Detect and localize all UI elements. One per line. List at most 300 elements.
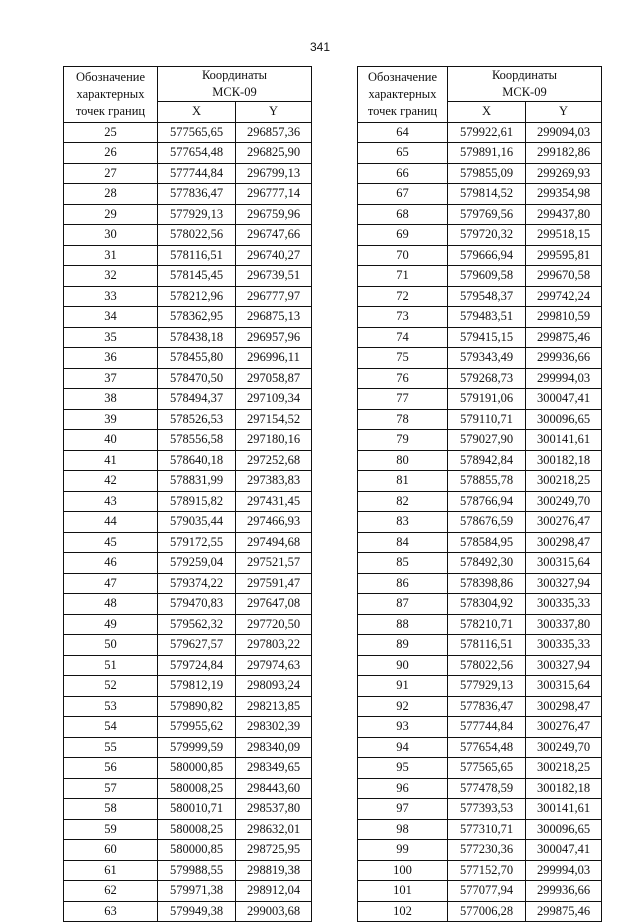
point-number-cell: 28 bbox=[64, 184, 158, 205]
y-coordinate-cell: 300182,18 bbox=[526, 778, 602, 799]
y-coordinate-cell: 300327,94 bbox=[526, 655, 602, 676]
point-number-cell: 75 bbox=[358, 348, 448, 369]
table-row bbox=[358, 655, 602, 676]
x-coordinate-cell: 579769,56 bbox=[448, 204, 526, 225]
point-number-cell: 67 bbox=[358, 184, 448, 205]
x-coordinate-cell: 579483,51 bbox=[448, 307, 526, 328]
table-row bbox=[64, 594, 312, 615]
x-coordinate-cell: 578766,94 bbox=[448, 491, 526, 512]
table-row bbox=[64, 471, 312, 492]
designation-header bbox=[64, 67, 158, 123]
page-number: 341 bbox=[309, 40, 331, 54]
point-number-cell: 101 bbox=[358, 881, 448, 902]
y-coordinate-cell: 297383,83 bbox=[236, 471, 312, 492]
x-coordinate-cell: 577478,59 bbox=[448, 778, 526, 799]
x-coordinate-cell: 577393,53 bbox=[448, 799, 526, 820]
y-coordinate-cell: 297466,93 bbox=[236, 512, 312, 533]
table-row bbox=[64, 799, 312, 820]
point-number-cell: 36 bbox=[64, 348, 158, 369]
designation-header-line: точек границ bbox=[367, 103, 438, 118]
x-coordinate-cell: 578022,56 bbox=[158, 225, 236, 246]
table-row bbox=[358, 860, 602, 881]
table-row bbox=[64, 122, 312, 143]
table-row bbox=[64, 676, 312, 697]
table-row bbox=[358, 184, 602, 205]
x-coordinate-cell: 577836,47 bbox=[158, 184, 236, 205]
x-coordinate-cell: 579172,55 bbox=[158, 532, 236, 553]
point-number-cell: 69 bbox=[358, 225, 448, 246]
x-coordinate-cell: 579855,09 bbox=[448, 163, 526, 184]
y-coordinate-cell: 299936,66 bbox=[526, 348, 602, 369]
table-row bbox=[64, 163, 312, 184]
table-row bbox=[358, 491, 602, 512]
table-row bbox=[64, 409, 312, 430]
y-coordinate-cell: 299994,03 bbox=[526, 368, 602, 389]
point-number-cell: 70 bbox=[358, 245, 448, 266]
x-coordinate-cell: 577929,13 bbox=[448, 676, 526, 697]
x-coordinate-cell: 577654,48 bbox=[448, 737, 526, 758]
point-number-cell: 39 bbox=[64, 409, 158, 430]
coordinates-header-line: МСК-09 bbox=[212, 85, 257, 99]
point-number-cell: 95 bbox=[358, 758, 448, 779]
y-coordinate-cell: 299810,59 bbox=[526, 307, 602, 328]
y-coordinate-cell: 299875,46 bbox=[526, 901, 602, 922]
point-number-cell: 97 bbox=[358, 799, 448, 820]
table-row bbox=[358, 758, 602, 779]
point-number-cell: 94 bbox=[358, 737, 448, 758]
point-number-cell: 50 bbox=[64, 635, 158, 656]
point-number-cell: 57 bbox=[64, 778, 158, 799]
y-coordinate-cell: 298632,01 bbox=[236, 819, 312, 840]
table-row bbox=[64, 532, 312, 553]
y-coordinate-cell: 296740,27 bbox=[236, 245, 312, 266]
table-row bbox=[64, 512, 312, 533]
table-row bbox=[358, 553, 602, 574]
y-coordinate-cell: 300276,47 bbox=[526, 717, 602, 738]
y-coordinate-cell: 299003,68 bbox=[236, 901, 312, 922]
x-coordinate-cell: 578145,45 bbox=[158, 266, 236, 287]
x-coordinate-cell: 578210,71 bbox=[448, 614, 526, 635]
x-coordinate-cell: 579720,32 bbox=[448, 225, 526, 246]
x-coordinate-cell: 578304,92 bbox=[448, 594, 526, 615]
point-number-cell: 41 bbox=[64, 450, 158, 471]
y-coordinate-cell: 299742,24 bbox=[526, 286, 602, 307]
table-row bbox=[358, 204, 602, 225]
point-number-cell: 76 bbox=[358, 368, 448, 389]
point-number-cell: 33 bbox=[64, 286, 158, 307]
x-coordinate-cell: 577565,65 bbox=[448, 758, 526, 779]
table-row bbox=[64, 307, 312, 328]
x-coordinate-cell: 579268,73 bbox=[448, 368, 526, 389]
point-number-cell: 80 bbox=[358, 450, 448, 471]
table-row bbox=[64, 553, 312, 574]
y-coordinate-cell: 300218,25 bbox=[526, 471, 602, 492]
x-coordinate-cell: 579666,94 bbox=[448, 245, 526, 266]
x-coordinate-cell: 577654,48 bbox=[158, 143, 236, 164]
point-number-cell: 98 bbox=[358, 819, 448, 840]
table-row bbox=[64, 327, 312, 348]
y-coordinate-cell: 296739,51 bbox=[236, 266, 312, 287]
x-coordinate-cell: 578116,51 bbox=[158, 245, 236, 266]
y-coordinate-cell: 300276,47 bbox=[526, 512, 602, 533]
y-column-header: Y bbox=[526, 102, 602, 123]
x-coordinate-cell: 579343,49 bbox=[448, 348, 526, 369]
point-number-cell: 47 bbox=[64, 573, 158, 594]
table-row bbox=[358, 573, 602, 594]
table-row bbox=[358, 122, 602, 143]
y-coordinate-cell: 300218,25 bbox=[526, 758, 602, 779]
x-coordinate-cell: 577836,47 bbox=[448, 696, 526, 717]
y-coordinate-cell: 298093,24 bbox=[236, 676, 312, 697]
x-coordinate-cell: 578855,78 bbox=[448, 471, 526, 492]
table-row bbox=[64, 225, 312, 246]
x-coordinate-cell: 578915,82 bbox=[158, 491, 236, 512]
y-coordinate-cell: 299182,86 bbox=[526, 143, 602, 164]
x-coordinate-cell: 579890,82 bbox=[158, 696, 236, 717]
y-coordinate-cell: 300315,64 bbox=[526, 553, 602, 574]
table-row bbox=[64, 778, 312, 799]
y-coordinate-cell: 299936,66 bbox=[526, 881, 602, 902]
x-coordinate-cell: 579609,58 bbox=[448, 266, 526, 287]
coordinates-table-left bbox=[63, 66, 312, 922]
y-coordinate-cell: 298537,80 bbox=[236, 799, 312, 820]
y-coordinate-cell: 296747,66 bbox=[236, 225, 312, 246]
point-number-cell: 48 bbox=[64, 594, 158, 615]
table-row bbox=[64, 184, 312, 205]
x-coordinate-cell: 578584,95 bbox=[448, 532, 526, 553]
table-row bbox=[358, 430, 602, 451]
y-coordinate-cell: 300315,64 bbox=[526, 676, 602, 697]
point-number-cell: 27 bbox=[64, 163, 158, 184]
point-number-cell: 92 bbox=[358, 696, 448, 717]
table-row bbox=[358, 348, 602, 369]
y-coordinate-cell: 298443,60 bbox=[236, 778, 312, 799]
point-number-cell: 42 bbox=[64, 471, 158, 492]
coordinates-header bbox=[448, 67, 602, 102]
point-number-cell: 26 bbox=[64, 143, 158, 164]
y-coordinate-cell: 300298,47 bbox=[526, 532, 602, 553]
designation-header-line: характерных bbox=[368, 86, 437, 101]
table-row bbox=[358, 594, 602, 615]
table-row bbox=[358, 819, 602, 840]
table-row bbox=[358, 737, 602, 758]
table-row bbox=[358, 450, 602, 471]
point-number-cell: 35 bbox=[64, 327, 158, 348]
table-row bbox=[64, 450, 312, 471]
x-coordinate-cell: 577929,13 bbox=[158, 204, 236, 225]
x-coordinate-cell: 579949,38 bbox=[158, 901, 236, 922]
y-coordinate-cell: 297494,68 bbox=[236, 532, 312, 553]
x-coordinate-cell: 578212,96 bbox=[158, 286, 236, 307]
y-coordinate-cell: 300249,70 bbox=[526, 737, 602, 758]
x-coordinate-cell: 578831,99 bbox=[158, 471, 236, 492]
y-coordinate-cell: 299269,93 bbox=[526, 163, 602, 184]
x-coordinate-cell: 579724,84 bbox=[158, 655, 236, 676]
x-coordinate-cell: 579259,04 bbox=[158, 553, 236, 574]
table-row bbox=[358, 881, 602, 902]
point-number-cell: 38 bbox=[64, 389, 158, 410]
table-row bbox=[358, 901, 602, 922]
coordinates-header bbox=[158, 67, 312, 102]
x-coordinate-cell: 578556,58 bbox=[158, 430, 236, 451]
y-coordinate-cell: 297521,57 bbox=[236, 553, 312, 574]
point-number-cell: 65 bbox=[358, 143, 448, 164]
x-coordinate-cell: 579415,15 bbox=[448, 327, 526, 348]
y-coordinate-cell: 296996,11 bbox=[236, 348, 312, 369]
x-coordinate-cell: 579110,71 bbox=[448, 409, 526, 430]
table-row bbox=[358, 512, 602, 533]
table-row bbox=[358, 799, 602, 820]
x-coordinate-cell: 578470,50 bbox=[158, 368, 236, 389]
y-coordinate-cell: 296777,14 bbox=[236, 184, 312, 205]
table-row bbox=[358, 307, 602, 328]
table-row bbox=[64, 737, 312, 758]
point-number-cell: 79 bbox=[358, 430, 448, 451]
y-coordinate-cell: 298725,95 bbox=[236, 840, 312, 861]
point-number-cell: 31 bbox=[64, 245, 158, 266]
table-row bbox=[358, 143, 602, 164]
point-number-cell: 56 bbox=[64, 758, 158, 779]
y-coordinate-cell: 300141,61 bbox=[526, 430, 602, 451]
x-coordinate-cell: 578676,59 bbox=[448, 512, 526, 533]
point-number-cell: 91 bbox=[358, 676, 448, 697]
designation-header-line: Обозначение bbox=[75, 69, 146, 84]
x-coordinate-cell: 577310,71 bbox=[448, 819, 526, 840]
x-column-header: X bbox=[158, 102, 236, 123]
designation-header-line: Обозначение bbox=[367, 69, 438, 84]
x-column-header: X bbox=[448, 102, 526, 123]
designation-header-line: точек границ bbox=[75, 103, 146, 118]
point-number-cell: 52 bbox=[64, 676, 158, 697]
x-coordinate-cell: 578640,18 bbox=[158, 450, 236, 471]
x-coordinate-cell: 579027,90 bbox=[448, 430, 526, 451]
y-coordinate-cell: 300182,18 bbox=[526, 450, 602, 471]
table-row bbox=[64, 348, 312, 369]
x-coordinate-cell: 579374,22 bbox=[158, 573, 236, 594]
x-coordinate-cell: 580010,71 bbox=[158, 799, 236, 820]
y-coordinate-cell: 297974,63 bbox=[236, 655, 312, 676]
point-number-cell: 78 bbox=[358, 409, 448, 430]
point-number-cell: 30 bbox=[64, 225, 158, 246]
y-coordinate-cell: 296875,13 bbox=[236, 307, 312, 328]
point-number-cell: 64 bbox=[358, 122, 448, 143]
point-number-cell: 54 bbox=[64, 717, 158, 738]
table-row bbox=[358, 245, 602, 266]
x-coordinate-cell: 579922,61 bbox=[448, 122, 526, 143]
y-coordinate-cell: 296759,96 bbox=[236, 204, 312, 225]
x-coordinate-cell: 578455,80 bbox=[158, 348, 236, 369]
point-number-cell: 66 bbox=[358, 163, 448, 184]
y-coordinate-cell: 300335,33 bbox=[526, 635, 602, 656]
table-row bbox=[358, 635, 602, 656]
point-number-cell: 96 bbox=[358, 778, 448, 799]
y-coordinate-cell: 297431,45 bbox=[236, 491, 312, 512]
point-number-cell: 93 bbox=[358, 717, 448, 738]
y-coordinate-cell: 299437,80 bbox=[526, 204, 602, 225]
point-number-cell: 63 bbox=[64, 901, 158, 922]
table-row bbox=[64, 143, 312, 164]
y-coordinate-cell: 298819,38 bbox=[236, 860, 312, 881]
point-number-cell: 102 bbox=[358, 901, 448, 922]
coordinates-header-line: Координаты bbox=[491, 68, 558, 82]
point-number-cell: 73 bbox=[358, 307, 448, 328]
point-number-cell: 84 bbox=[358, 532, 448, 553]
table-row bbox=[358, 614, 602, 635]
y-coordinate-cell: 297180,16 bbox=[236, 430, 312, 451]
table-row bbox=[358, 778, 602, 799]
x-coordinate-cell: 578022,56 bbox=[448, 655, 526, 676]
x-coordinate-cell: 577744,84 bbox=[448, 717, 526, 738]
x-coordinate-cell: 579627,57 bbox=[158, 635, 236, 656]
x-coordinate-cell: 580000,85 bbox=[158, 758, 236, 779]
y-coordinate-cell: 297647,08 bbox=[236, 594, 312, 615]
point-number-cell: 40 bbox=[64, 430, 158, 451]
y-coordinate-cell: 300335,33 bbox=[526, 594, 602, 615]
coordinates-header-line: Координаты bbox=[201, 68, 268, 82]
y-coordinate-cell: 296857,36 bbox=[236, 122, 312, 143]
point-number-cell: 55 bbox=[64, 737, 158, 758]
table-row bbox=[358, 676, 602, 697]
point-number-cell: 77 bbox=[358, 389, 448, 410]
point-number-cell: 29 bbox=[64, 204, 158, 225]
x-coordinate-cell: 579470,83 bbox=[158, 594, 236, 615]
x-coordinate-cell: 579971,38 bbox=[158, 881, 236, 902]
table-row bbox=[358, 471, 602, 492]
x-coordinate-cell: 579955,62 bbox=[158, 717, 236, 738]
point-number-cell: 99 bbox=[358, 840, 448, 861]
point-number-cell: 60 bbox=[64, 840, 158, 861]
table-row bbox=[64, 758, 312, 779]
table-row bbox=[64, 614, 312, 635]
y-coordinate-cell: 297109,34 bbox=[236, 389, 312, 410]
point-number-cell: 85 bbox=[358, 553, 448, 574]
x-coordinate-cell: 577152,70 bbox=[448, 860, 526, 881]
table-row bbox=[358, 266, 602, 287]
x-coordinate-cell: 578942,84 bbox=[448, 450, 526, 471]
table-body bbox=[64, 122, 312, 922]
x-coordinate-cell: 579562,32 bbox=[158, 614, 236, 635]
y-coordinate-cell: 299670,58 bbox=[526, 266, 602, 287]
x-coordinate-cell: 578438,18 bbox=[158, 327, 236, 348]
y-coordinate-cell: 299518,15 bbox=[526, 225, 602, 246]
x-coordinate-cell: 578492,30 bbox=[448, 553, 526, 574]
y-coordinate-cell: 296777,97 bbox=[236, 286, 312, 307]
y-column-header: Y bbox=[236, 102, 312, 123]
x-coordinate-cell: 577230,36 bbox=[448, 840, 526, 861]
table-row bbox=[358, 327, 602, 348]
x-coordinate-cell: 579548,37 bbox=[448, 286, 526, 307]
table-row bbox=[358, 286, 602, 307]
point-number-cell: 45 bbox=[64, 532, 158, 553]
y-coordinate-cell: 299094,03 bbox=[526, 122, 602, 143]
point-number-cell: 81 bbox=[358, 471, 448, 492]
x-coordinate-cell: 580000,85 bbox=[158, 840, 236, 861]
y-coordinate-cell: 298340,09 bbox=[236, 737, 312, 758]
y-coordinate-cell: 297252,68 bbox=[236, 450, 312, 471]
x-coordinate-cell: 579035,44 bbox=[158, 512, 236, 533]
y-coordinate-cell: 297154,52 bbox=[236, 409, 312, 430]
table-row bbox=[64, 881, 312, 902]
point-number-cell: 46 bbox=[64, 553, 158, 574]
y-coordinate-cell: 298302,39 bbox=[236, 717, 312, 738]
y-coordinate-cell: 298349,65 bbox=[236, 758, 312, 779]
y-coordinate-cell: 300047,41 bbox=[526, 840, 602, 861]
table-row bbox=[64, 204, 312, 225]
y-coordinate-cell: 298213,85 bbox=[236, 696, 312, 717]
designation-header-line: характерных bbox=[76, 86, 145, 101]
point-number-cell: 89 bbox=[358, 635, 448, 656]
point-number-cell: 58 bbox=[64, 799, 158, 820]
point-number-cell: 88 bbox=[358, 614, 448, 635]
table-body bbox=[358, 122, 602, 922]
table-row bbox=[64, 819, 312, 840]
point-number-cell: 61 bbox=[64, 860, 158, 881]
point-number-cell: 25 bbox=[64, 122, 158, 143]
y-coordinate-cell: 297720,50 bbox=[236, 614, 312, 635]
y-coordinate-cell: 300047,41 bbox=[526, 389, 602, 410]
x-coordinate-cell: 579812,19 bbox=[158, 676, 236, 697]
y-coordinate-cell: 300141,61 bbox=[526, 799, 602, 820]
y-coordinate-cell: 299994,03 bbox=[526, 860, 602, 881]
coordinates-table-right bbox=[357, 66, 602, 922]
x-coordinate-cell: 578116,51 bbox=[448, 635, 526, 656]
table-row bbox=[64, 245, 312, 266]
table-row bbox=[64, 635, 312, 656]
x-coordinate-cell: 577077,94 bbox=[448, 881, 526, 902]
table-row bbox=[64, 368, 312, 389]
table-row bbox=[64, 860, 312, 881]
y-coordinate-cell: 299354,98 bbox=[526, 184, 602, 205]
point-number-cell: 90 bbox=[358, 655, 448, 676]
x-coordinate-cell: 578362,95 bbox=[158, 307, 236, 328]
designation-header bbox=[358, 67, 448, 123]
table-row bbox=[64, 901, 312, 922]
table-row bbox=[358, 696, 602, 717]
table-row bbox=[64, 430, 312, 451]
point-number-cell: 82 bbox=[358, 491, 448, 512]
y-coordinate-cell: 300337,80 bbox=[526, 614, 602, 635]
x-coordinate-cell: 578398,86 bbox=[448, 573, 526, 594]
table-row bbox=[358, 532, 602, 553]
y-coordinate-cell: 299875,46 bbox=[526, 327, 602, 348]
point-number-cell: 44 bbox=[64, 512, 158, 533]
table-row bbox=[358, 409, 602, 430]
x-coordinate-cell: 579988,55 bbox=[158, 860, 236, 881]
y-coordinate-cell: 297803,22 bbox=[236, 635, 312, 656]
table-row bbox=[64, 696, 312, 717]
table-row bbox=[64, 266, 312, 287]
point-number-cell: 86 bbox=[358, 573, 448, 594]
y-coordinate-cell: 297058,87 bbox=[236, 368, 312, 389]
table-row bbox=[64, 491, 312, 512]
y-coordinate-cell: 300298,47 bbox=[526, 696, 602, 717]
x-coordinate-cell: 579191,06 bbox=[448, 389, 526, 410]
point-number-cell: 34 bbox=[64, 307, 158, 328]
point-number-cell: 32 bbox=[64, 266, 158, 287]
x-coordinate-cell: 580008,25 bbox=[158, 778, 236, 799]
point-number-cell: 43 bbox=[64, 491, 158, 512]
point-number-cell: 53 bbox=[64, 696, 158, 717]
point-number-cell: 74 bbox=[358, 327, 448, 348]
point-number-cell: 83 bbox=[358, 512, 448, 533]
y-coordinate-cell: 300096,65 bbox=[526, 409, 602, 430]
table-row bbox=[64, 389, 312, 410]
y-coordinate-cell: 300249,70 bbox=[526, 491, 602, 512]
coordinates-header-line: МСК-09 bbox=[502, 85, 547, 99]
y-coordinate-cell: 299595,81 bbox=[526, 245, 602, 266]
table-row bbox=[358, 840, 602, 861]
x-coordinate-cell: 578494,37 bbox=[158, 389, 236, 410]
